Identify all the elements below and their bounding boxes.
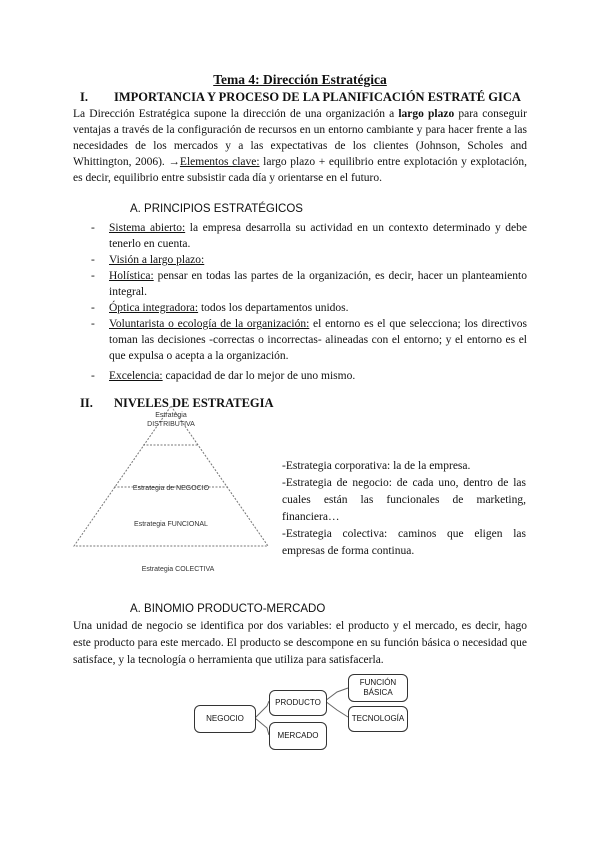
section-1-heading	[80, 90, 521, 105]
connector-negocio-producto	[255, 701, 269, 718]
principle-item	[91, 220, 527, 252]
principle-item	[91, 300, 527, 316]
principle-text: todos los departamentos unidos.	[198, 302, 349, 314]
principles-list-wrapper	[91, 220, 527, 384]
intro-paragraph	[73, 106, 527, 186]
principle-text: capacidad de dar lo mejor de uno mismo.	[162, 370, 356, 382]
principle-term: Óptica integradora:	[109, 302, 199, 314]
binomio-paragraph: Una unidad de negocio se identifica por dos variables: el producto y el mercado, es decir, hago este producto para este mercado. El producto se descompone en su función básica o necesidad que satisface, y la tecnología o herramienta que utiliza para satisfacerla.	[73, 620, 527, 666]
pyramid-level-3-label: Estrategia FUNCIONAL	[134, 521, 208, 528]
principles-list	[91, 220, 527, 384]
principle-item	[91, 316, 527, 364]
level-item: -Estrategia colectiva: caminos que eligen las empresas de forma continua.	[282, 528, 526, 557]
principle-term: Holística:	[109, 270, 154, 282]
intro-text-start: La Dirección Estratégica supone la dirección de una organización a	[73, 108, 399, 120]
funcion-basica-line-2: BÁSICA	[363, 688, 393, 697]
section-2-title: NIVELES DE ESTRATEGIA	[114, 396, 274, 410]
intro-text-mid: para conseguir ventajas a través de la configuración de recursos en un entorno cambiante y para hacer frente a las necesidades de los mercados y a las expectativas de los clientes (Johnson, Scholes and Whittington, 2006). →	[73, 108, 528, 168]
level-item: -Estrategia de negocio: de cada uno, dentro de las cuales están las funcionales de marketing, financiera…	[282, 477, 526, 523]
principle-term: Sistema abierto:	[109, 222, 186, 234]
connector-negocio-mercado	[255, 718, 269, 735]
principle-text: la empresa desarrolla su actividad en un contexto determinado y debe tenerlo en cuenta.	[109, 222, 527, 250]
pyramid-level-1-line-2: DISTRIBUTIVA	[147, 421, 195, 428]
principle-item	[91, 268, 527, 300]
connector-producto-tecnologia	[325, 701, 348, 717]
producto-box: PRODUCTO	[269, 690, 327, 716]
strategy-pyramid	[68, 400, 274, 576]
principle-term: Excelencia:	[109, 370, 163, 382]
mercado-box: MERCADO	[269, 722, 327, 750]
section-2-number: II.	[80, 396, 93, 410]
principle-text: el entorno es el que selecciona; los directivos toman las decisiones -correctas o incorrectas- alineadas con el entorno; y el entorno es el que expulsa o acepta a la organización.	[109, 318, 527, 362]
section-1-number: I.	[80, 90, 88, 104]
tecnologia-box: TECNOLOGÍA	[348, 706, 408, 732]
binomio-heading: A. BINOMIO PRODUCTO-MERCADO	[130, 603, 326, 615]
principles-heading: A. PRINCIPIOS ESTRATÉGICOS	[130, 203, 303, 215]
section-1-title: IMPORTANCIA Y PROCESO DE LA PLANIFICACIÓN ESTRATÉ GICA	[114, 90, 521, 104]
negocio-box: NEGOCIO	[194, 705, 256, 733]
principle-term: Voluntarista o ecología de la organización:	[109, 318, 310, 330]
connector-producto-funcion	[325, 688, 348, 701]
funcion-basica-box	[348, 674, 408, 702]
funcion-basica-line-1: FUNCIÓN	[359, 678, 397, 687]
intro-bold: largo plazo	[398, 108, 455, 120]
principle-item	[91, 252, 527, 268]
level-item: -Estrategia corporativa: la de la empresa.	[282, 460, 471, 472]
page-title: Tema 4: Dirección Estratégica	[213, 72, 387, 87]
principle-text: pensar en todas las partes de la organización, es decir, hacer un planteamiento integral.	[109, 270, 527, 298]
intro-text-end: largo plazo + equilibrio entre explotación y explotación, es decir, equilibrio entre subsistir cada día y orientarse en el futuro.	[73, 156, 527, 184]
principle-term: Visión a largo plazo:	[109, 254, 205, 266]
pyramid-base-label: Estrategia COLECTIVA	[141, 566, 215, 573]
principle-item	[91, 368, 527, 384]
key-elements-label: Elementos clave:	[179, 156, 260, 168]
levels-list	[282, 458, 526, 560]
pyramid-level-1-line-1: Estrategia	[155, 412, 187, 419]
pyramid-level-2-label: Estrategia de NEGOCIO	[132, 485, 210, 492]
